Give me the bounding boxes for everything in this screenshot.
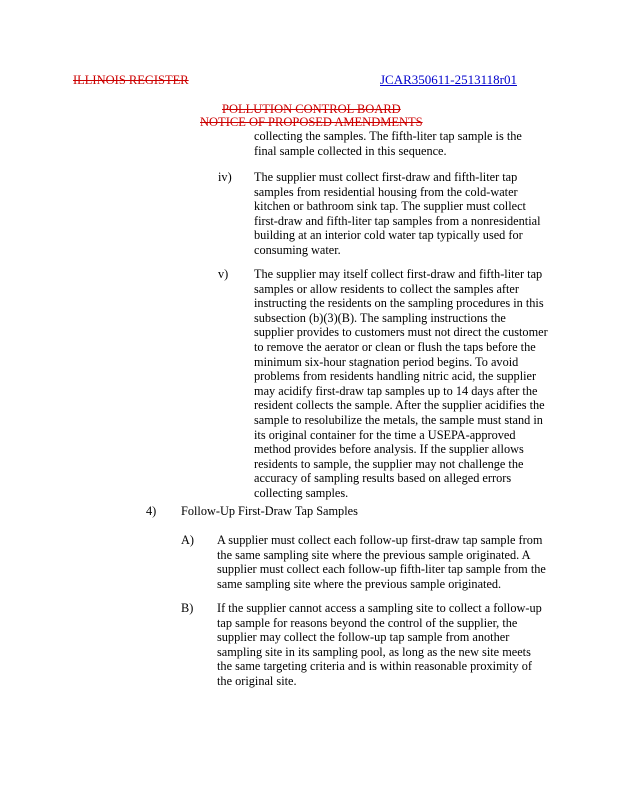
notice-title: NOTICE OF PROPOSED AMENDMENTS [200,115,423,129]
text-line: supplier must collect each follow-up fifth-liter tap sample from the [217,562,546,577]
text-line: to remove the aerator or clean or flush the taps before the [254,339,536,354]
text-line: method provides before analysis. If the supplier allows [254,442,524,457]
text-line: final sample collected in this sequence. [254,143,447,158]
section-4-number: 4) [146,504,157,518]
item-b-label: B) [181,601,194,615]
text-line: first-draw and fifth-liter tap samples from a nonresidential [254,213,541,228]
text-line: instructing the residents on the sampling procedures in this [254,296,544,311]
text-line: The supplier may itself collect first-draw and fifth-liter tap [254,267,543,281]
continuation-paragraph [254,129,522,158]
text-line: its original container for the time a USEPA-approved [254,427,516,442]
text-line: collecting samples. [254,485,349,500]
board-title: POLLUTION CONTROL BOARD [222,102,401,116]
item-iv-paragraph [254,170,541,258]
register-header: ILLINOIS REGISTER [73,73,189,87]
text-line: problems from residents handling nitric acid, the supplier [254,369,537,384]
text-line: the same sampling site where the previous sample originated. A [217,547,531,562]
text-line: subsection (b)(3)(B). The sampling instructions the [254,310,506,325]
text-line: supplier provides to customers must not direct the customer [254,325,548,340]
text-line: samples or allow residents to collect the samples after [254,281,519,296]
text-line: accuracy of sampling results based on alleged errors [254,471,512,486]
text-line: may acidify first-draw tap samples up to 14 days after the [254,383,538,398]
jcar-code: JCAR350611-2513118r01 [380,72,517,87]
text-line: The supplier must collect first-draw and fifth-liter tap [254,170,518,184]
text-line: the same targeting criteria and is within reasonable proximity of [217,659,532,674]
text-line: tap sample for reasons beyond the control of the supplier, the [217,615,518,630]
text-line: residents to sample, the supplier may not challenge the [254,456,524,471]
text-line: kitchen or bathroom sink tap. The supplier must collect [254,199,526,214]
item-v-paragraph [254,267,548,501]
item-v-label: v) [218,267,229,281]
text-line: If the supplier cannot access a sampling site to collect a follow-up [217,601,542,615]
text-line: sample to resolubilize the metals, the sample must stand in [254,412,543,427]
section-4-heading: Follow-Up First-Draw Tap Samples [181,504,358,518]
text-line: A supplier must collect each follow-up first-draw tap sample from [217,533,543,547]
text-line: collecting the samples. The fifth-liter tap sample is the [254,129,522,143]
text-line: resident collects the sample. After the supplier acidifies the [254,398,545,413]
item-iv-label: iv) [218,170,232,184]
text-line: the original site. [217,673,297,688]
item-a-label: A) [181,533,194,547]
text-line: samples from residential housing from the cold-water [254,184,518,199]
text-line: supplier may collect the follow-up tap sample from another [217,630,510,645]
text-line: consuming water. [254,242,341,257]
item-b-paragraph [217,601,542,689]
item-a-paragraph [217,533,546,591]
text-line: sampling site in its sampling pool, as long as the new site meets [217,644,531,659]
text-line: same sampling site where the previous sample originated. [217,576,502,591]
text-line: minimum six-hour stagnation period begins. To avoid [254,354,519,369]
text-line: building at an interior cold water tap typically used for [254,228,523,243]
